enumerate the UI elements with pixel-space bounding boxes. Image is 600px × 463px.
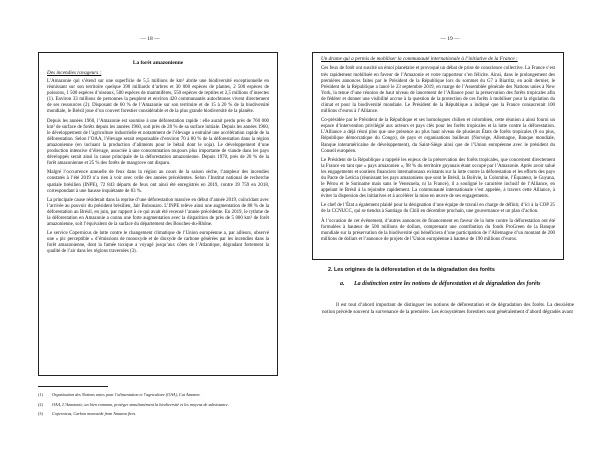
box-paragraph: L’Amazonie qui s’étend sur une superficie de 5,5 millions de km² abrite une biodiversité exceptionnelle en réunissant sur son territoire quelque 390 milliards d’arbres et 30 000 espèces de plantes, 2 500 espèces de poissons, 1 500 espèces d’oiseaux, 500 espèces de mammifères, 550 espèces de reptiles et 2,5 millions d’insectes (1). Environ 33 millions de personnes la peuplent et environ 420 communautés autochtones vivent directement de ses ressources (2). Disposant de 60 % de l’Amazonie sur son territoire et de 15 à 20 % de la biodiversité mondiale, le Brésil joue d’un couvert forestier considérable et de la plus grande biodiversité de la planète. [47,79,269,115]
body-text [322,302,574,318]
subsection-heading [340,280,570,288]
box-paragraph: Depuis les années 1960, l’Amazonie est soumise à une déforestation rapide : elle aurait perdu près de 760 000 km² de surface de forêts depuis les années 1960, soit près de 20 % de sa surface initiale. Depuis les années 1960, le développement de l’agriculture industrielle et notamment de l’élevage a entraîné une accélération rapide de la déforestation. Selon l’OAA, l’élevage serait responsable d’environ 70 à 80 % de la déforestation dans la région amazonienne (en incluant la production d’aliments pour le bétail dont le soja). Le développement d’une production intensive d’élevage, associée à une consommation toujours plus importante de viande dans les pays développés serait ainsi la cause principale de la déforestation amazonienne. Depuis 1970, près de 20 % de la forêt amazonienne et 25 % des forêts de mangrove ont disparu. [47,118,269,167]
subsection-title: La distinction entre les notions de déforestation et de dégradation des forêts [354,281,541,287]
box-paragraph: Co-présidée par le Président de la République et ses homologues chilien et colombien, cette réunion a ainsi fourni un espace d’intervention privilégié aux acteurs et pays clés pour les forêts tropicales et la lutte contre la déforestation. L’Alliance a déjà réuni plus que une présence au plus haut niveau de plusieurs États de forêts tropicales (8 ou plus, République démocratique du Congo), de pays et organisations bailleurs (Norvège, Allemagne, Banque mondiale, Banque interaméricaine de développement), du Saint-Siège ainsi que de l’Union européenne avec le président du Conseil européen. [321,118,555,154]
body-paragraph: Il est tout d’abord important de distinguer les notions de déforestation et de dégradation des forêts. La deuxième notion précède souvent la survenance de la première. Les écosystèmes forestiers sont généralement d’abord dégradés avant [322,302,574,315]
footnote [38,411,278,417]
footnote-text: OAA, L’Amazonie, un bien commun, protéger simultanément la biodiversité et les moyens de subsistance. [52,401,229,407]
box-paragraph: Le service Copernicus de lutte contre le changement climatique de l’Union européenne a, par ailleurs, observé une « pic perceptible » d’émissions de monoxyde et de dioxyde de carbone générées par les incendies dans la forêt amazonienne, dont la fumée toxique a voyagé jusqu’aux côtes de l’Atlantique, dégradant fortement la qualité de l’air dans les régions traversées (3). [47,231,269,255]
box-subtitle: Des incendies ravageurs : [47,70,102,76]
right-page [300,0,600,463]
footnotes [38,392,278,421]
box-paragraph: La principale cause résiderait dans la reprise d’une déforestation massive en début d’année 2019, coïncidant avec l’arrivée au pouvoir du président brésilien, Jair Bolsonaro. L’INPE relève ainsi une augmentation de 88 % de la déforestation au Brésil, en juin, par rapport à ce qui avait été recensé l’année précédente. En 2019, le rythme de la déforestation en Amazonie a connu une forte augmentation avec la disparition de près de 5 000 km² de forêt amazonienne, soit l’équivalent de la surface du département des Bouches-du-Rhône. [47,197,269,228]
section-heading: 2. Les origines de la déforestation et de la dégradation des forêts [328,267,495,273]
box-paragraph: Le chef de l’État a également plaidé pour la désignation d’une équipe de travail en charge de définir, d’ici à la COP 25 de la CCNUCC, qui se tiendra à Santiago du Chili en décembre prochain, une gouvernance et un plan d’action. [321,203,555,215]
box-paragraph: Malgré l’occurrence annuelle de feux dans la région au cours de la saison sèche, l’ampleur des incendies constatés à l’été 2019 n’a rien à voir avec celle des années précédentes. Selon l’Institut national de recherche spatiale brésilien (INPE), 72 843 départs de feux ont ainsi été enregistrés en 2019, contre 39 759 en 2018, correspondant à une hausse inquiétante de 83 %. [47,170,269,194]
box-banner: Un drame qui a permis de mobiliser la communauté internationale à l’initiative de la France : [321,56,518,62]
box-paragraph: Le Président de la République a rappelé les enjeux de la préservation des forêts tropicales, que concernent directement la France en tant que « pays amazonien », 98 % du territoire guyanais étant occupé par l’Amazonie. Après avoir salué les engagements et soutiens financiers internationaux existants sur la lutte contre la déforestation et les efforts des pays du Pacte de Leticia (réunissant les pays amazoniens que sont le Brésil, la Bolivie, la Colombie, l’Équateur, le Guyana, le Pérou et le Suriname mais sans le Venezuela, ni la France), il a souligné le caractère inclusif de l’Alliance, en appelant le Brésil à la rejoindre rapidement. La communauté internationale s’est appelée, à travers cette Alliance, à éviter la dispersion des initiatives et à accélérer la mise en œuvre de ses engagements. [321,157,555,200]
footnote-number: (1) [38,392,43,397]
box-paragraph: À l’occasion de cet événement, d’autres annonces de financement en faveur de la lutte contre la déforestation ont été formulées à hauteur de 500 millions de dollars, comprenant une contribution du fonds ProGreen de la Banque mondiale sur la préservation de la biodiversité qui bénéficiera d’une participation de l’Allemagne d’un montant de 200 millions de dollars et l’annonce de projets de l’Union européenne à hauteur de 190 millions d’euros. [321,218,555,242]
page-number: — 19 — [440,36,460,42]
footnote-separator [38,386,108,387]
amazon-forest-box [38,52,278,376]
mobilization-box [312,52,564,260]
subsection-letter: a. [340,281,345,287]
footnote-number: (2) [38,401,43,407]
box-paragraph: Ces feux de forêt ont suscité un émoi planétaire et provoqué un débat de prise de conscience collective. La France s’est très rapidement mobilisée en faveur de l’Amazonie et votre rapporteur s’en félicite. Ainsi, dans le prolongement des premières annonces faites par le Président de la République lors du sommet du G7 à Biarritz, en août dernier, le Président de la République a lancé le 23 septembre 2019, en marge de l’Assemblée générale des Nations unies à New York, la tenue d’une réunion de haut niveau de lancement de l’Alliance pour la préservation des forêts tropicales afin de fédérer et donner une visibilité accrue à la question de la protection de ces forêts à mobiliser pour la régulation du climat et pour la biodiversité mondiale. Le Président de la République a indiqué que la France consacrerait 100 millions d’euros à l’Alliance. [321,66,555,115]
footnote [38,392,278,398]
footnote [38,402,278,408]
box-title: La forêt amazonienne [132,60,184,66]
page-number: — 18 — [140,36,160,42]
footnote-text: Copernicus, Carbon monoxide from Amazon fires. [52,411,137,417]
footnote-text: Organisation des Nations unies pour l’alimentation et l’agriculture (OAA), Cut Amazon. [52,392,201,397]
footnote-number: (3) [38,411,43,417]
